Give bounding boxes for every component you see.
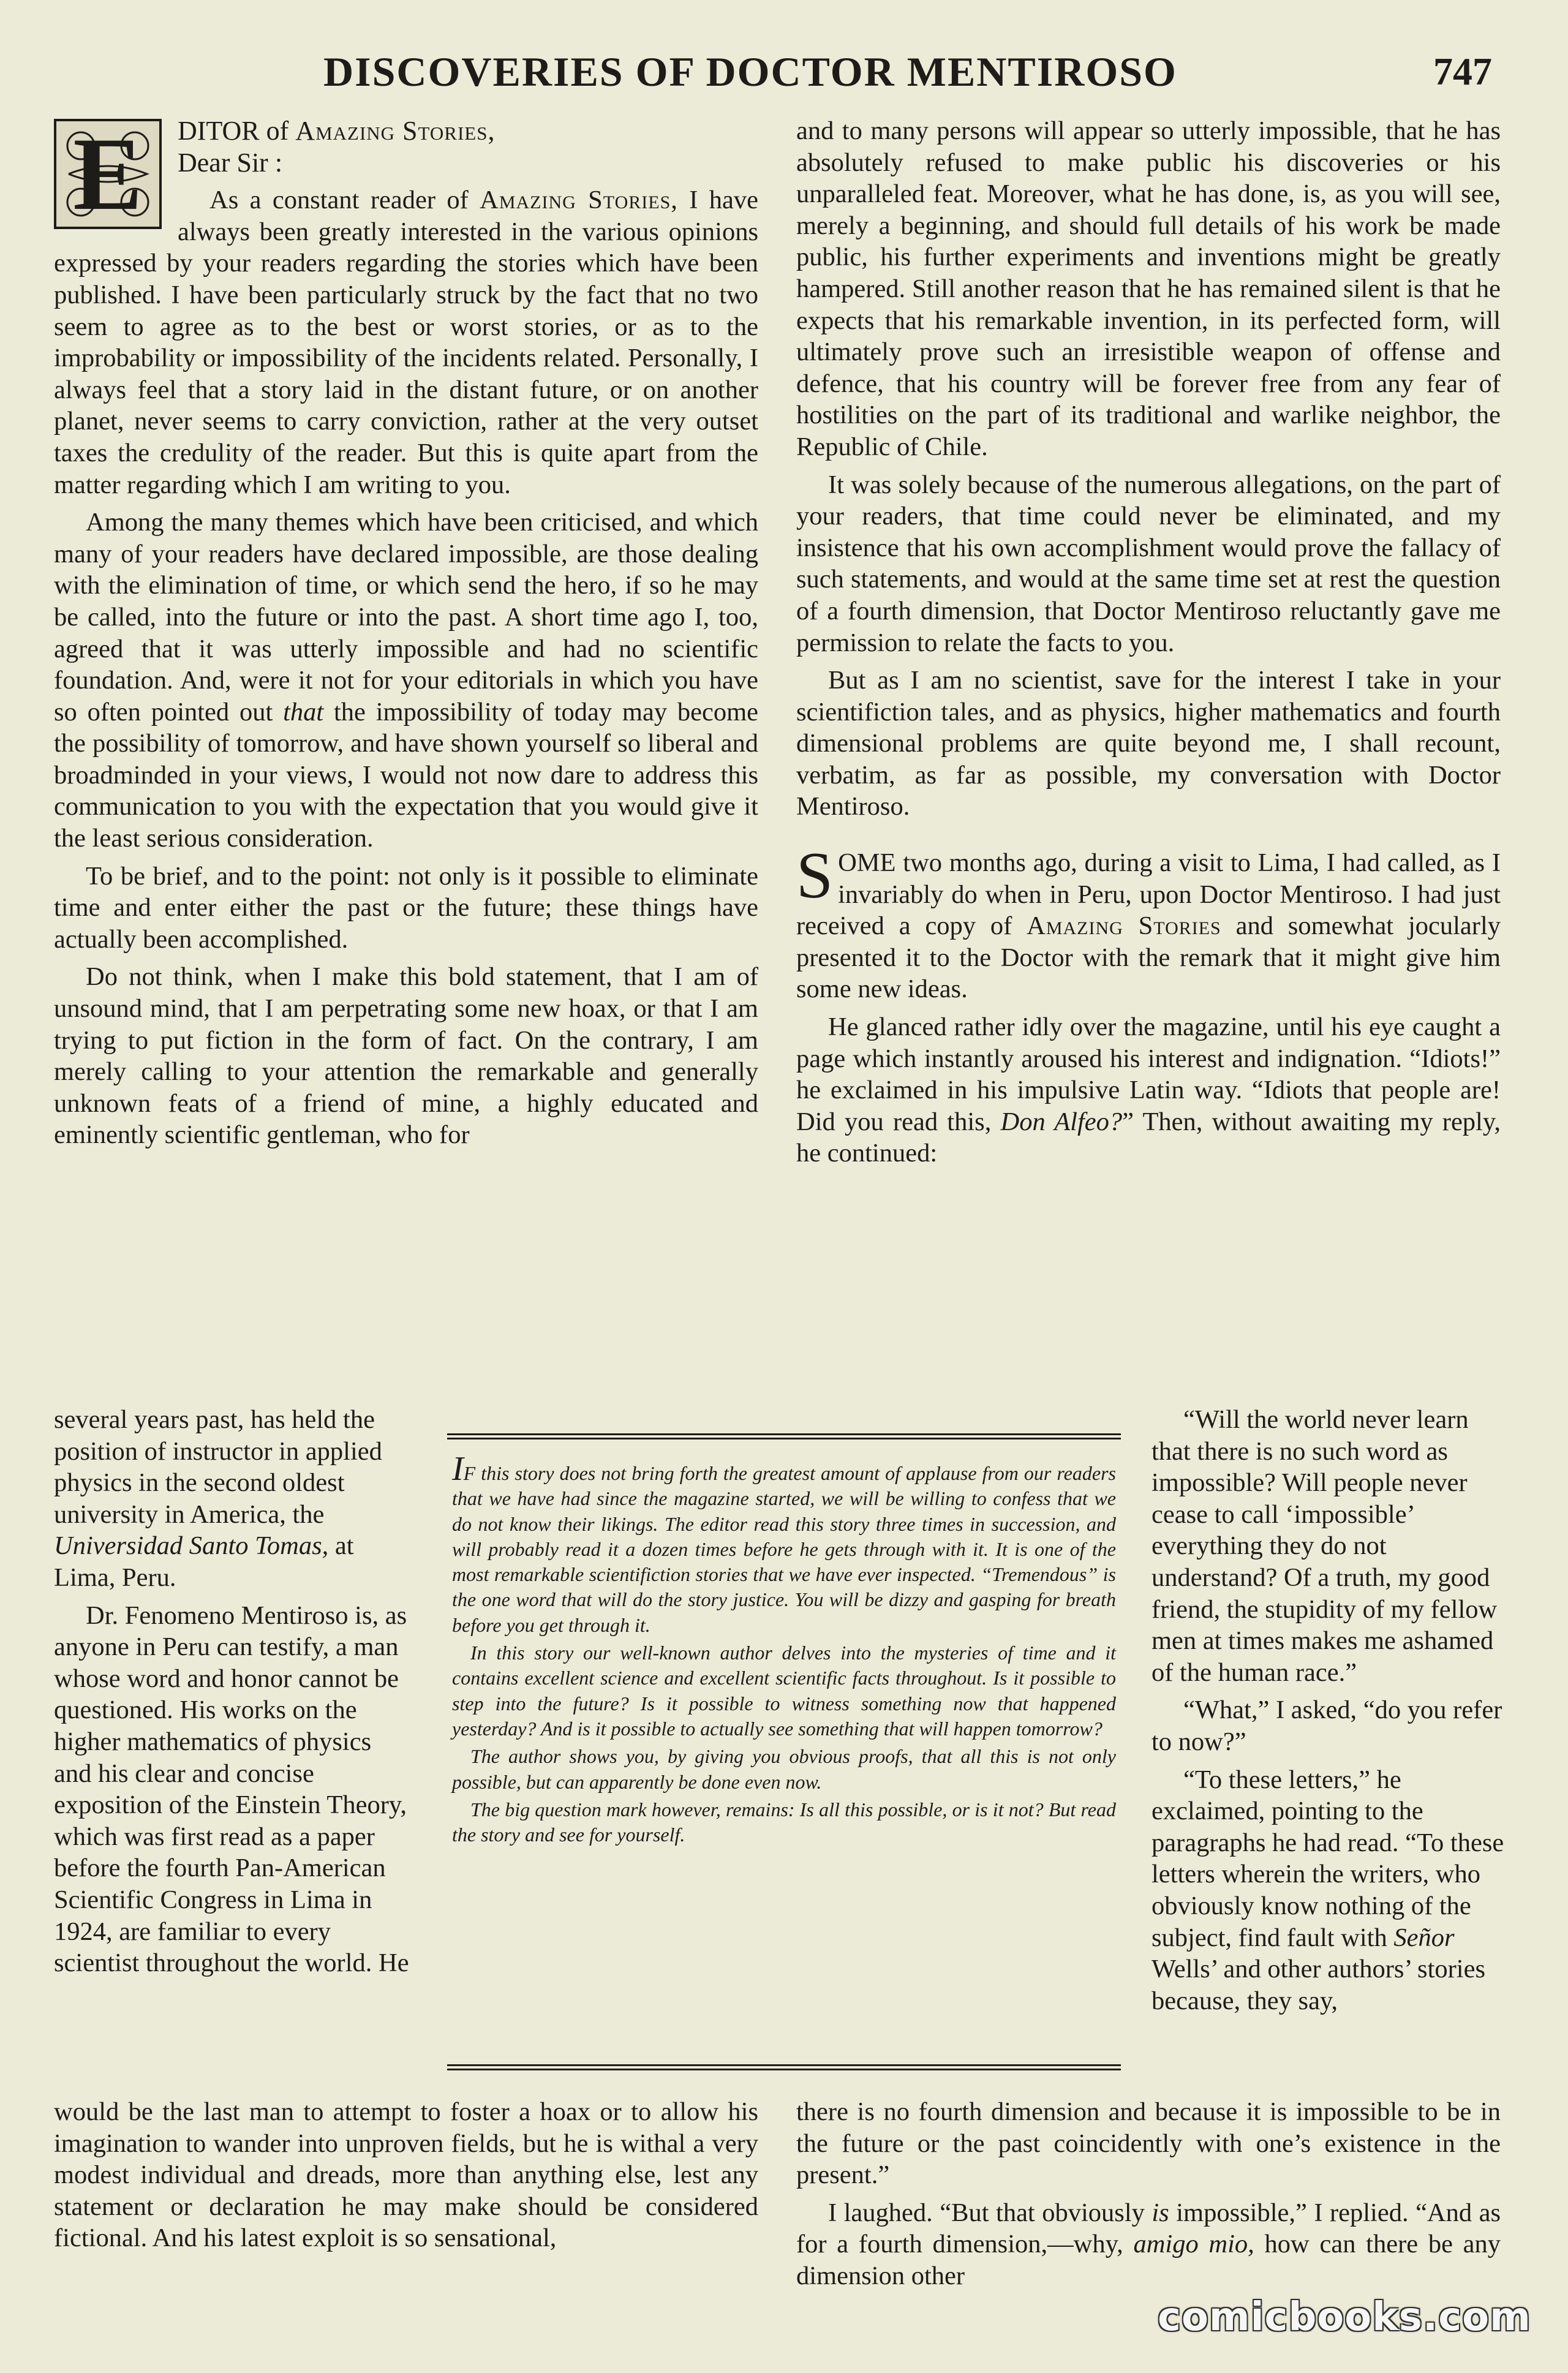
drop-cap-letter: E [73,116,143,232]
paragraph: “What,” I asked, “do you refer to now?” [1152,1696,1502,1756]
paragraph [54,507,758,855]
paragraph: and to many persons will appear so utterly impossible, that he has absolutely refused to make public his discoveries or his unparalleled feat. Moreover, what he has done, is, as you will see, merely a beginning, and should full details of his work be made public, his further experiments and inventions might be greatly hampered. Still another reason that he has remained silent is that he expects that his remarkable invention, in its perfected form, will ultimately prove such an irresistible weapon of offense and defence, that his country will be forever free from any fear of hostilities on the part of its traditional and warlike neighbor, the Republic of Chile. [796,116,1501,461]
paragraph: there is no fourth dimension and because it is impossible to be in the future or the past coincidently with one’s existence in the present.” [796,2097,1501,2190]
bottom-left-column [54,2096,758,2260]
paragraph: To be brief, and to the point: not only is it possible to eliminate time and enter either the past or the future; these things have actually been accomplished. [54,861,758,954]
narrow-left-column [54,1404,409,1985]
paragraph [54,184,758,500]
paragraph: Dr. Fenomeno Mentiroso is, as anyone in Peru can testify, a man whose word and honor cannot be questioned. His works on the higher mathematics of physics and his clear and concise exposition of the Einstein Theory, which was first read as a paper before the fourth Pan-American Scientific Congress in Lima in 1924, are familiar to every scientist throughout the world. He [54,1601,409,1978]
university-name: Universidad Santo Tomas, [54,1531,329,1561]
dear-sir: Dear Sir : [178,147,283,178]
page-title: DISCOVERIES OF DOCTOR MENTIROSO [323,48,1177,95]
editor-note-paragraph: The big question mark however, remains: Is all this possible, or is it not? But read the story and see for yourself. [452,1798,1116,1846]
paragraph: It was solely because of the numerous allegations, on the part of your readers, that time could never be eliminated, and my insistence that his own accomplishment would prove the fallacy of such statements, and would at the same time set at rest the question of a fourth dimension, that Doctor Mentiroso reluctantly gave me permission to relate the facts to you. [796,470,1501,657]
text-span: He glanced rather idly over the magazine, until his eye caught a page which instantly aroused his interest and indignation. “Idiots!” he exclaimed in his impulsive Latin way. “Idiots that people are! Did you read this, [796,1013,1501,1136]
text-span: impossible,” I replied. “And as for a fourth dimension,—why, [796,2198,1501,2259]
initial-letter: S [796,839,834,913]
paragraph [796,2197,1501,2292]
paragraph: Do not think, when I make this bold statement, that I am of unsound mind, that I am perpetrating some new hoax, or that I am trying to put fiction in the form of fact. On the contrary, I am merely calling to your attention the remarkable and generally unknown feats of a friend of mine, a highly educated and eminently scientific gentleman, who for [54,962,758,1150]
editor-note-paragraph: The author shows you, by giving you obvious proofs, that all this is not only possible, but can apparently be done even now. [452,1745,1116,1793]
emphasis: amigo mio, [1133,2230,1254,2259]
editor-note-paragraph: In this story our well-known author delves into the mysteries of time and it contains excellent science and excellent scientific facts throughout. Is it possible to step into the future? Is it possible to witness something now that happened yesterday? And is it possible to actually see something that will happen tomorrow? [452,1642,1116,1740]
editor-note-box [447,1433,1121,2070]
ornamental-drop-cap [54,116,162,232]
emphasis: that [283,697,324,726]
emphasis: is [1152,2198,1169,2227]
text-span: and somewhat jocularly presented it to the Doctor with the remark that it might give him some new ideas. [796,911,1501,1004]
text-span: As a constant reader of [209,186,469,215]
narrow-right-column [1152,1404,1507,2023]
page-number: 747 [1433,50,1492,93]
paragraph [1152,1764,1507,2017]
paragraph [796,1011,1501,1169]
paragraph [54,1404,409,1594]
bottom-right-column [796,2096,1501,2298]
magazine-name: Amazing Stories, [295,116,496,146]
text-span: several years past, has held the position of instructor in applied physics in the second oldest university in America, the [54,1405,382,1529]
text-span: “To these letters,” he exclaimed, pointing to the paragraphs he had read. “To these letters wherein the writers, who obviously know nothing of the subject, find fault with [1152,1765,1504,1952]
paragraph: But as I am no scientist, save for the interest I take in your scientifiction tales, and as physics, higher mathematics and fourth dimensional problems are quite beyond me, I shall recount, verbatim, as far as possible, my conversation with Doctor Mentiroso. [796,666,1501,821]
salutation-text: DITOR of [178,116,289,146]
magazine-name: Amazing Stories, [480,186,678,215]
text-span: Among the many themes which have been criticised, and which many of your readers have declared impossible, are those dealing with the elimination of time, or which send the hero, if so he may be called, into the future or into the past. A short time ago I, too, agreed that it was utterly impossible and had no scientific foundation. And, were it not for your editorials in which you have so often pointed out [54,508,758,726]
editor-note-paragraph: IF this story does not bring forth the greatest amount of applause from our readers that we have had since the magazine started, we will be willing to confess that we do not know their likings. The editor read this story three times in succession, and will probably read it a dozen times before he gets through with it. It is one of the most remarkable scientifiction stories that we have ever inspected. “Tremendous” is the one word that will do the story justice. You will be dizzy and gasping for breath before you get through it. [452,1450,1116,1636]
paragraph: would be the last man to attempt to foster a hoax or to allow his imagination to wander into unproven fields, but he is withal a very modest individual and dreads, more than anything else, lest any statement or declaration he may make should be considered fictional. And his latest exploit is so sensational, [54,2097,758,2253]
text-span: how can there be any dimension other [796,2230,1501,2290]
text-span: OME two months ago, during a visit to Lima, I had called, as I invariably do when in Peru, upon Doctor Mentiroso. I had just received a copy of [796,848,1501,941]
left-column [54,115,758,1157]
right-column [796,115,1501,1175]
text-span: at Lima, Peru. [54,1531,354,1592]
emphasis: Señor [1393,1923,1455,1952]
text-span: Wells’ and other authors’ stories because, they say, [1152,1955,1485,2015]
paragraph: “Will the world never learn that there is no such word as impossible? Will people never cease to call ‘impossible’ everything they do not understand? Of a truth, my good friend, the stupidity of my fellow men at times makes me ashamed of the human race.” [1152,1405,1498,1687]
text-span: the impossibility of today may become the possibility of tomorrow, and have shown yourself so liberal and broadminded in your views, I would not now dare to address this communication to you with the expectation that you would give it the least serious consideration. [54,697,759,853]
site-watermark: comicbooks.com [1158,2295,1531,2340]
magazine-name: Amazing Stories [1027,911,1221,941]
paragraph [796,839,1501,1005]
emphasis: Don Alfeo? [1000,1107,1123,1136]
text-span: ” Then, without awaiting my reply, he continued: [796,1107,1501,1168]
text-span: I have always been greatly interested in the various opinions expressed by your readers regarding the stories which have been published. I have been particularly struck by the fact that no two seem to agree as to the best or worst stories, or as to the improbability or impossibility of the incidents related. Personally, I always feel that a story laid in the distant future, or on another planet, never seems to carry conviction, rather at the very outset taxes the credulity of the reader. But this is quite apart from the matter regarding which I am writing to you. [54,186,759,499]
text-span: I laughed. “But that obviously [828,2198,1145,2227]
